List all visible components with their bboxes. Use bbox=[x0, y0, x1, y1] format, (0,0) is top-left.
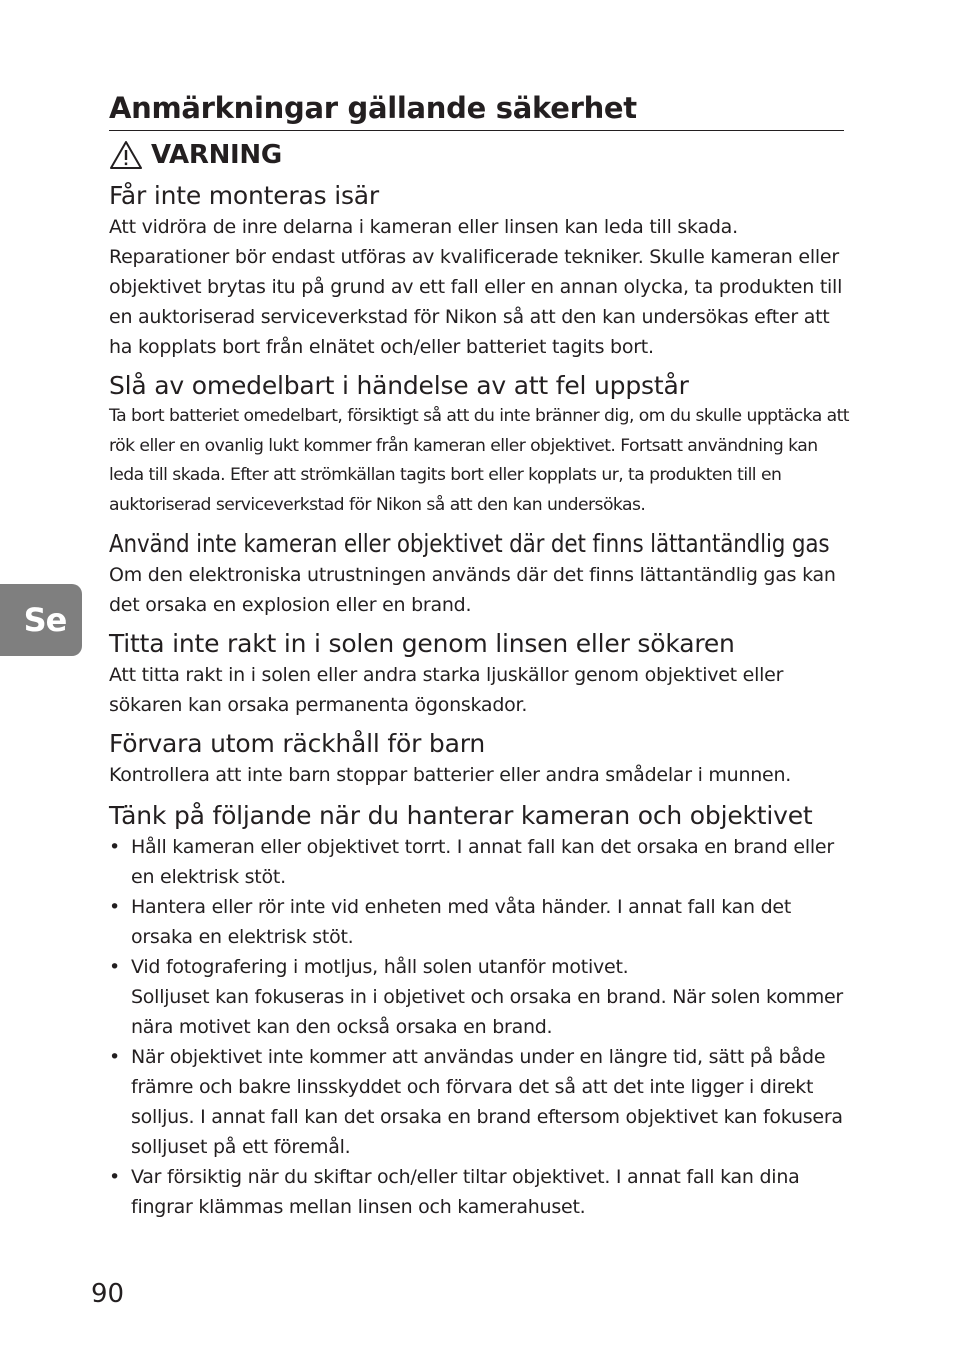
safety-content bbox=[109, 180, 849, 1222]
section-body: Att titta rakt in i solen eller andra starka ljuskällor genom objektivet eller sökaren kan orsaka permanenta ögonskador. bbox=[109, 664, 784, 716]
section-heading: Får inte monteras isär bbox=[109, 181, 379, 210]
page-number: 90 bbox=[91, 1279, 125, 1309]
section-body: Att vidröra de inre delarna i kameran eller linsen kan leda till skada. Reparationer bör endast utföras av kvalificerade tekniker. Skulle kameran eller objektivet brytas itu på grund av ett fall eller en annan olycka, ta produkten till en auktoriserad serviceverkstad för Nikon så att den kan undersökas efter att ha kopplats bort från elnätet och/eller batteriet tagits bort. bbox=[109, 216, 843, 358]
bullet-icon: • bbox=[109, 836, 120, 858]
list-item: • Var försiktig när du skiftar och/eller tiltar objektivet. I annat fall kan dina fingrar klämmas mellan linsen och kamerahuset. bbox=[109, 1162, 849, 1222]
list-item: • Håll kameran eller objektivet torrt. I annat fall kan det orsaka en brand eller en elektrisk stöt. bbox=[109, 832, 849, 892]
section-heading: Förvara utom räckhåll för barn bbox=[109, 729, 485, 758]
bullet-icon: • bbox=[109, 896, 120, 918]
section-heading: Tänk på följande när du hanterar kameran och objektivet bbox=[109, 801, 813, 830]
handling-bullet-list bbox=[109, 832, 849, 1222]
page-title: Anmärkningar gällande säkerhet bbox=[109, 88, 844, 131]
bullet-icon: • bbox=[109, 956, 120, 978]
warning-triangle-icon bbox=[109, 140, 143, 170]
section-body: Ta bort batteriet omedelbart, försiktigt så att du inte bränner dig, om du skulle upptäcka att rök eller en ovanlig lukt kommer från kameran eller objektivet. Fortsatt användning kan leda till skada. Efter att strömkällan tagits bort eller kopplats ur, ta produkten till en auktoriserad serviceverkstad för Nikon så att den kan undersökas. bbox=[109, 406, 849, 515]
section-heading: Använd inte kameran eller objektivet där det finns lättantändlig gas bbox=[109, 529, 830, 558]
list-item: • Vid fotografering i motljus, håll solen utanför motivet. Solljuset kan fokuseras in i objetivet och orsaka en brand. När solen kommer nära motivet kan den också orsaka en brand. bbox=[109, 952, 849, 1042]
warning-label: VARNING bbox=[151, 140, 282, 170]
list-item: • Hantera eller rör inte vid enheten med våta händer. I annat fall kan det orsaka en elektrisk stöt. bbox=[109, 892, 849, 952]
bullet-icon: • bbox=[109, 1166, 120, 1188]
list-item: • När objektivet inte kommer att användas under en längre tid, sätt på både främre och bakre linsskyddet och förvara det så att det inte ligger i direkt solljus. I annat fall kan det orsaka en brand eftersom objektivet kan fokusera solljuset på ett föremål. bbox=[109, 1042, 849, 1162]
bullet-icon: • bbox=[109, 1046, 120, 1068]
language-tab: Se bbox=[0, 584, 82, 656]
section-body: Kontrollera att inte barn stoppar batterier eller andra smådelar i munnen. bbox=[109, 764, 792, 786]
section-body: Om den elektroniska utrustningen används där det finns lättantändlig gas kan det orsaka en explosion eller en brand. bbox=[109, 564, 836, 616]
warning-header bbox=[109, 140, 282, 170]
section-heading: Titta inte rakt in i solen genom linsen eller sökaren bbox=[109, 629, 735, 658]
section-heading: Slå av omedelbart i händelse av att fel uppstår bbox=[109, 371, 689, 400]
